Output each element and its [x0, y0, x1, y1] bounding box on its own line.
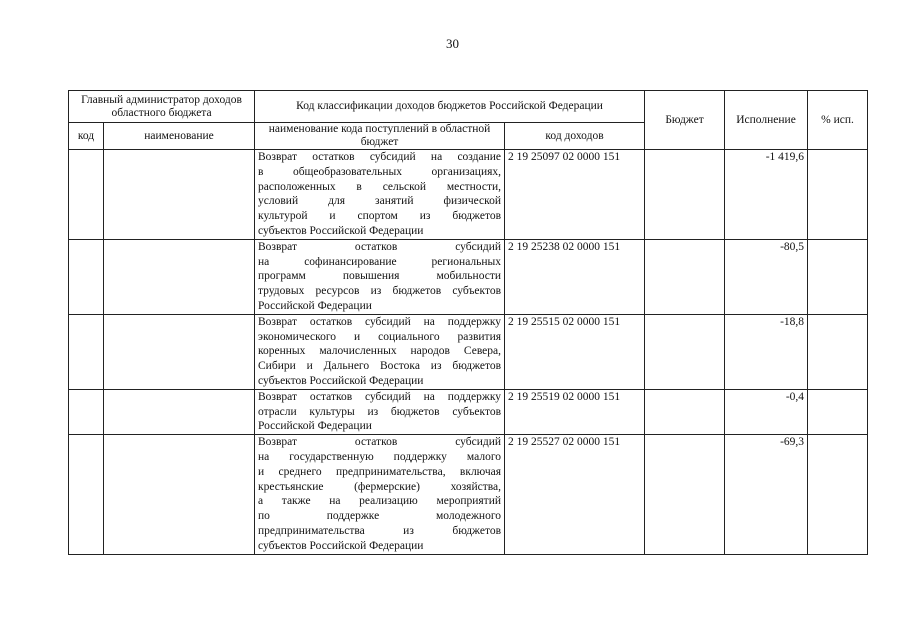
income-name-cell — [255, 389, 505, 434]
income-name-line: Сибири и Дальнего Востока из бюджетов — [258, 360, 502, 373]
income-code-cell: 2 19 25238 02 0000 151 — [505, 239, 645, 314]
income-name-line: программ повышения мобильности — [258, 270, 502, 283]
income-name-line: крестьянские (фермерские) хозяйства, — [258, 480, 502, 493]
income-name-line: в общеобразовательных организациях, — [258, 165, 502, 178]
percent-cell — [808, 239, 868, 314]
income-name-line: а также на реализацию мероприятий — [258, 495, 502, 508]
admin-name-cell — [104, 314, 255, 389]
execution-cell: -18,8 — [725, 314, 808, 389]
percent-cell — [808, 314, 868, 389]
income-name-line: предпринимательства из бюджетов — [258, 524, 502, 537]
admin-code-cell — [69, 239, 104, 314]
admin-code-cell — [69, 435, 104, 554]
income-name-line: Возврат остатков субсидий на поддержку — [258, 390, 502, 403]
budget-cell — [645, 239, 725, 314]
header-income-name: наименование кода поступлений в областной бюджет — [255, 123, 505, 150]
income-name-line: субъектов Российской Федерации — [258, 374, 424, 387]
income-name-line: на государственную поддержку малого — [258, 450, 502, 463]
income-name-line: по поддержке молодежного — [258, 510, 502, 523]
percent-cell — [808, 435, 868, 554]
budget-cell — [645, 389, 725, 434]
budget-revenue-table — [68, 90, 868, 555]
income-name-line: условий для занятий физической — [258, 195, 502, 208]
income-name-line: Возврат остатков субсидий — [258, 240, 502, 253]
budget-cell — [645, 150, 725, 240]
income-name-line: отрасли культуры из бюджетов субъектов — [258, 405, 502, 418]
header-income-code: код доходов — [505, 123, 645, 150]
income-name-line: субъектов Российской Федерации — [258, 224, 424, 237]
income-name-cell — [255, 239, 505, 314]
header-classification-code: Код классификации доходов бюджетов Российской Федерации — [255, 91, 645, 123]
income-name-line: субъектов Российской Федерации — [258, 539, 424, 552]
execution-cell: -0,4 — [725, 389, 808, 434]
income-name-line: Возврат остатков субсидий на поддержку — [258, 315, 502, 328]
header-chief-administrator: Главный администратор доходов областного бюджета — [69, 91, 255, 123]
budget-cell — [645, 435, 725, 554]
admin-name-cell — [104, 389, 255, 434]
execution-cell: -1 419,6 — [725, 150, 808, 240]
income-name-line: Возврат остатков субсидий — [258, 436, 502, 449]
header-percent-executed: % исп. — [808, 91, 868, 150]
admin-name-cell — [104, 435, 255, 554]
execution-cell: -80,5 — [725, 239, 808, 314]
income-name-line: и среднего предпринимательства, включая — [258, 465, 502, 478]
income-name-line: Российской Федерации — [258, 420, 372, 433]
admin-code-cell — [69, 314, 104, 389]
header-execution: Исполнение — [725, 91, 808, 150]
table-row — [69, 239, 868, 314]
income-name-cell — [255, 150, 505, 240]
header-admin-code: код — [69, 123, 104, 150]
admin-name-cell — [104, 150, 255, 240]
budget-cell — [645, 314, 725, 389]
income-name-line: культурой и спортом из бюджетов — [258, 210, 502, 223]
income-name-line: трудовых ресурсов из бюджетов субъектов — [258, 285, 502, 298]
percent-cell — [808, 150, 868, 240]
table-row — [69, 314, 868, 389]
table-row — [69, 435, 868, 554]
income-name-line: Возврат остатков субсидий на создание — [258, 151, 502, 163]
income-name-line: на софинансирование региональных — [258, 255, 502, 268]
header-budget: Бюджет — [645, 91, 725, 150]
percent-cell — [808, 389, 868, 434]
page-number: 30 — [446, 36, 459, 51]
income-name-line: экономического и социального развития — [258, 330, 502, 343]
table-row — [69, 389, 868, 434]
admin-name-cell — [104, 239, 255, 314]
table-body — [69, 150, 868, 555]
income-code-cell: 2 19 25097 02 0000 151 — [505, 150, 645, 240]
income-name-line: Российской Федерации — [258, 299, 372, 312]
income-name-line: коренных малочисленных народов Севера, — [258, 345, 502, 358]
income-name-cell — [255, 314, 505, 389]
admin-code-cell — [69, 389, 104, 434]
header-admin-name: наименование — [104, 123, 255, 150]
execution-cell: -69,3 — [725, 435, 808, 554]
income-code-cell: 2 19 25527 02 0000 151 — [505, 435, 645, 554]
table-row — [69, 150, 868, 240]
admin-code-cell — [69, 150, 104, 240]
income-name-cell — [255, 435, 505, 554]
income-code-cell: 2 19 25519 02 0000 151 — [505, 389, 645, 434]
income-code-cell: 2 19 25515 02 0000 151 — [505, 314, 645, 389]
income-name-line: расположенных в сельской местности, — [258, 180, 502, 193]
